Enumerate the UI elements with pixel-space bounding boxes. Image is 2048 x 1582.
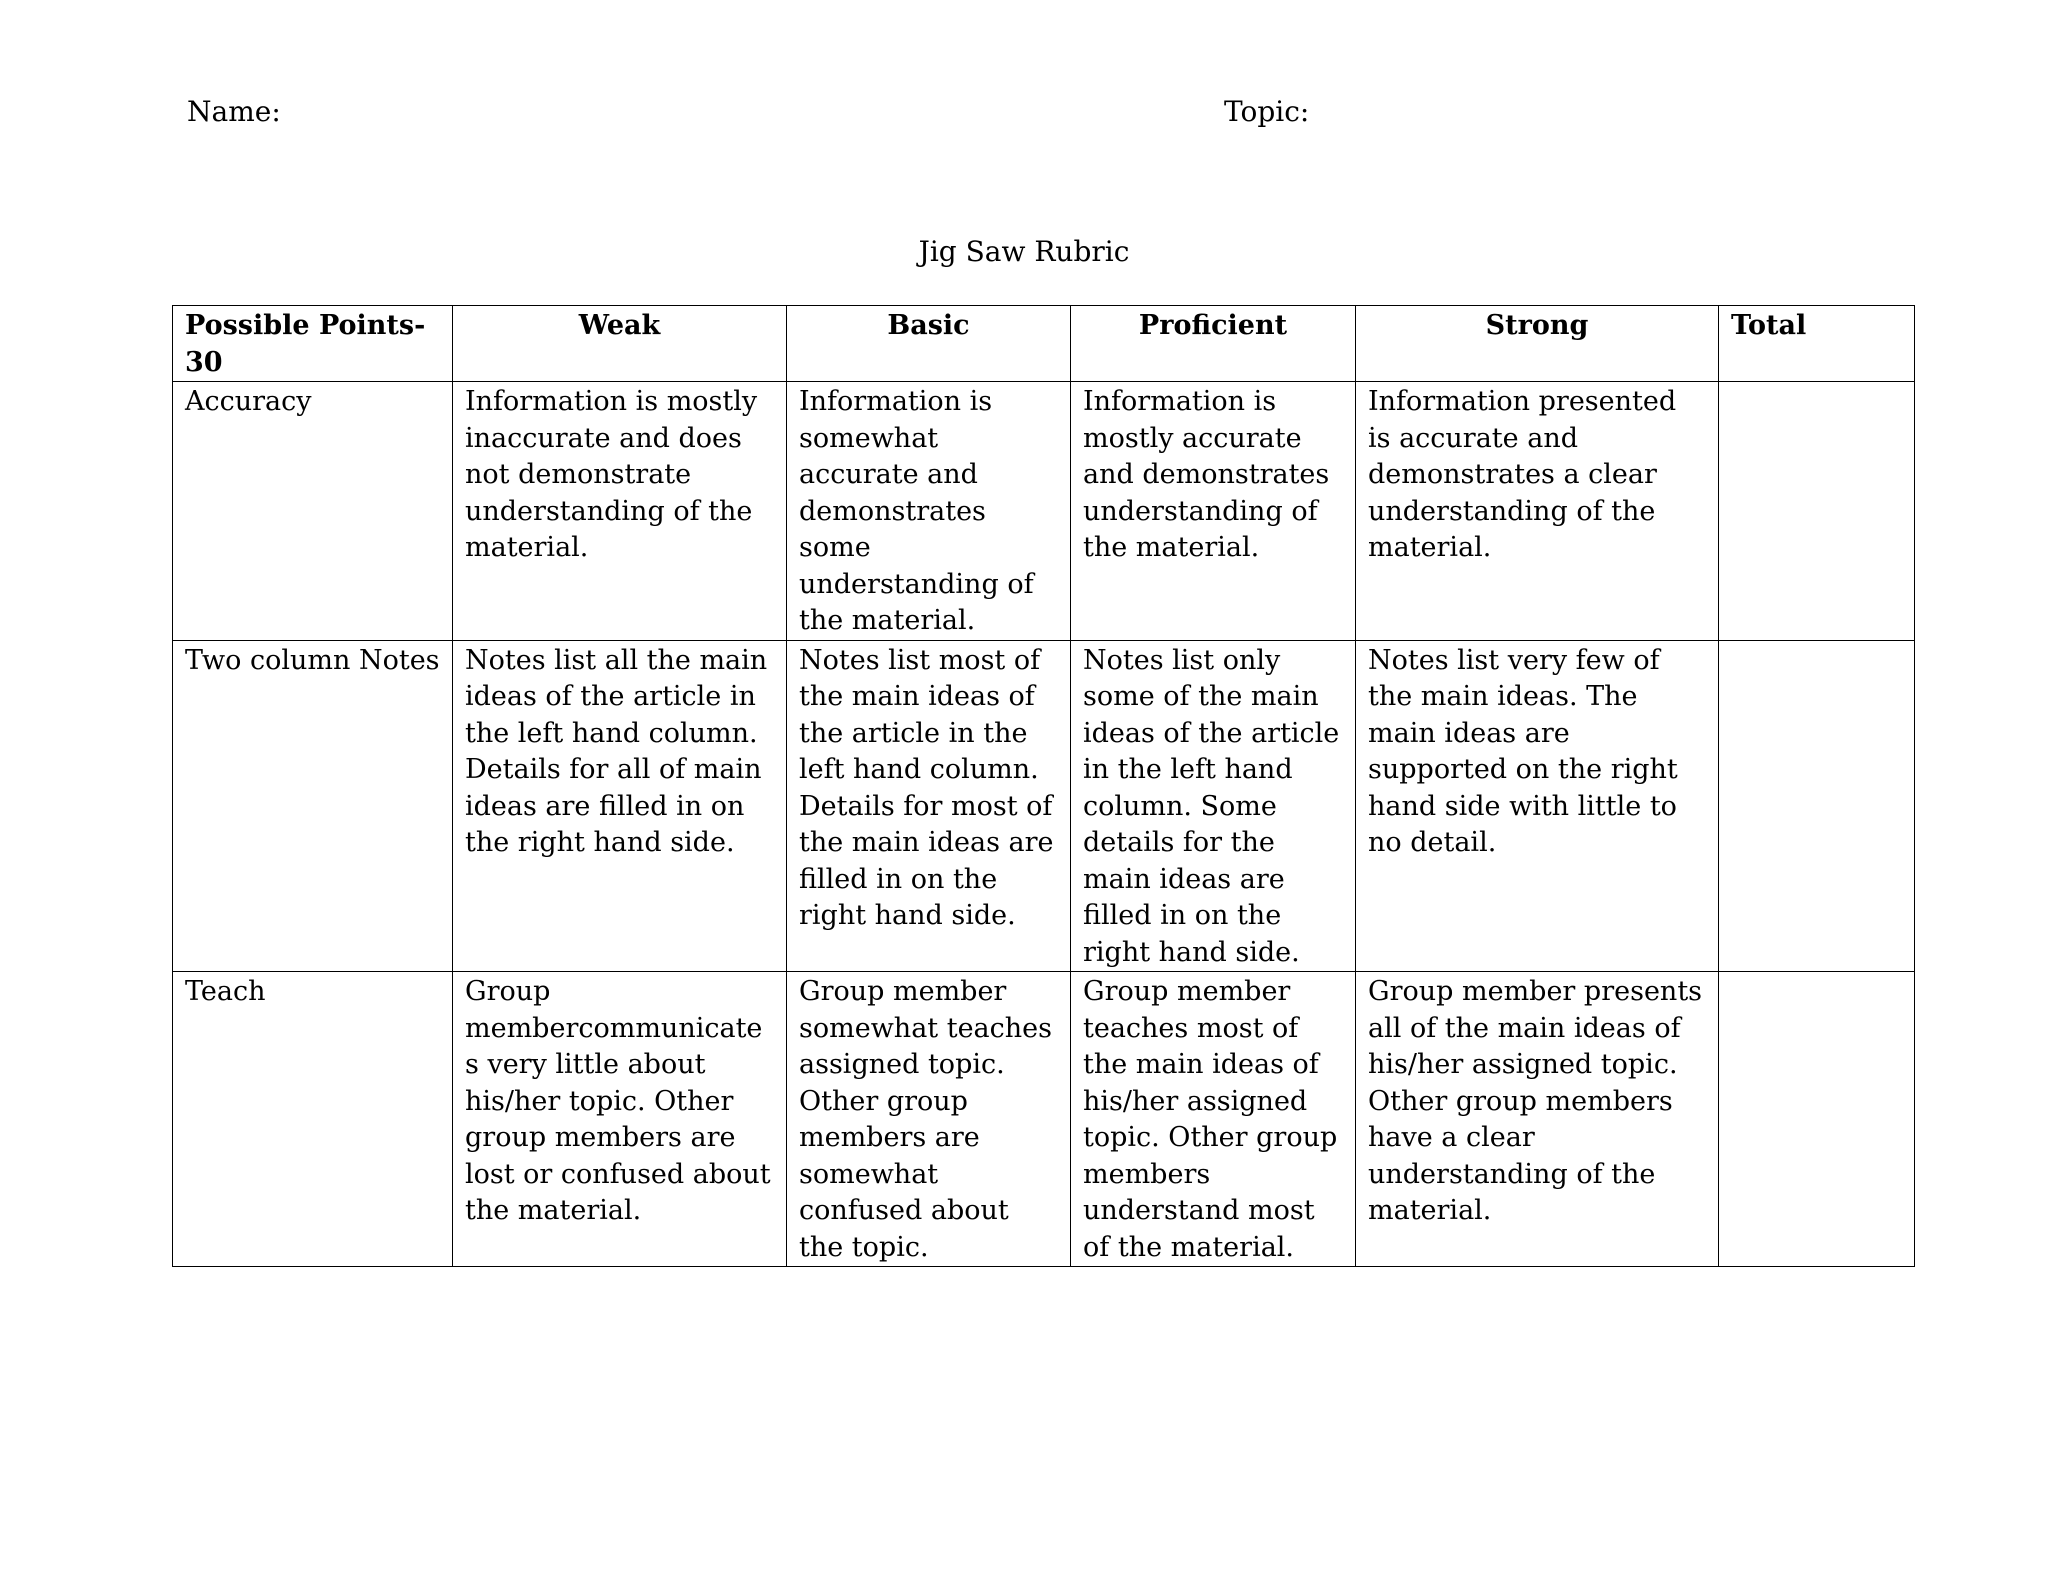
strong-cell: Information presented is accurate and demonstrates a clear understanding of the material. [1356, 382, 1719, 641]
proficient-cell: Notes list only some of the main ideas of the article in the left hand column. Some details for the main ideas are filled in on the right hand side. [1071, 640, 1356, 972]
criterion-cell: Accuracy [173, 382, 453, 641]
basic-cell: Group member somewhat teaches assigned topic. Other group members are somewhat confused about the topic. [787, 972, 1071, 1267]
header-row [173, 306, 1915, 382]
header-weak: Weak [453, 306, 787, 382]
header-total: Total [1719, 306, 1915, 382]
table-row [173, 640, 1915, 972]
document-title: Jig Saw Rubric [918, 235, 1130, 268]
weak-cell: Notes list all the main ideas of the article in the left hand column. Details for all of main ideas are filled in on the right hand side. [453, 640, 787, 972]
strong-cell: Group member presents all of the main ideas of his/her assigned topic. Other group members have a clear understanding of the material. [1356, 972, 1719, 1267]
header-basic: Basic [787, 306, 1071, 382]
table-row [173, 382, 1915, 641]
weak-cell: Information is mostly inaccurate and does not demonstrate understanding of the material. [453, 382, 787, 641]
header-possible-points: Possible Points-30 [173, 306, 453, 382]
total-cell [1719, 640, 1915, 972]
name-label: Name: [187, 95, 281, 128]
proficient-cell: Group member teaches most of the main ideas of his/her assigned topic. Other group members understand most of the material. [1071, 972, 1356, 1267]
weak-cell: Group membercommunicates very little about his/her topic. Other group members are lost or confused about the material. [453, 972, 787, 1267]
total-cell [1719, 382, 1915, 641]
basic-cell: Notes list most of the main ideas of the article in the left hand column. Details for most of the main ideas are filled in on the right hand side. [787, 640, 1071, 972]
criterion-cell: Two column Notes [173, 640, 453, 972]
basic-cell: Information is somewhat accurate and demonstrates some understanding of the material. [787, 382, 1071, 641]
proficient-cell: Information is mostly accurate and demonstrates understanding of the material. [1071, 382, 1356, 641]
table-row [173, 972, 1915, 1267]
total-cell [1719, 972, 1915, 1267]
criterion-cell: Teach [173, 972, 453, 1267]
rubric-table [172, 305, 1915, 1267]
topic-label: Topic: [1224, 95, 1310, 128]
header-strong: Strong [1356, 306, 1719, 382]
header-proficient: Proficient [1071, 306, 1356, 382]
strong-cell: Notes list very few of the main ideas. The main ideas are supported on the right hand side with little to no detail. [1356, 640, 1719, 972]
